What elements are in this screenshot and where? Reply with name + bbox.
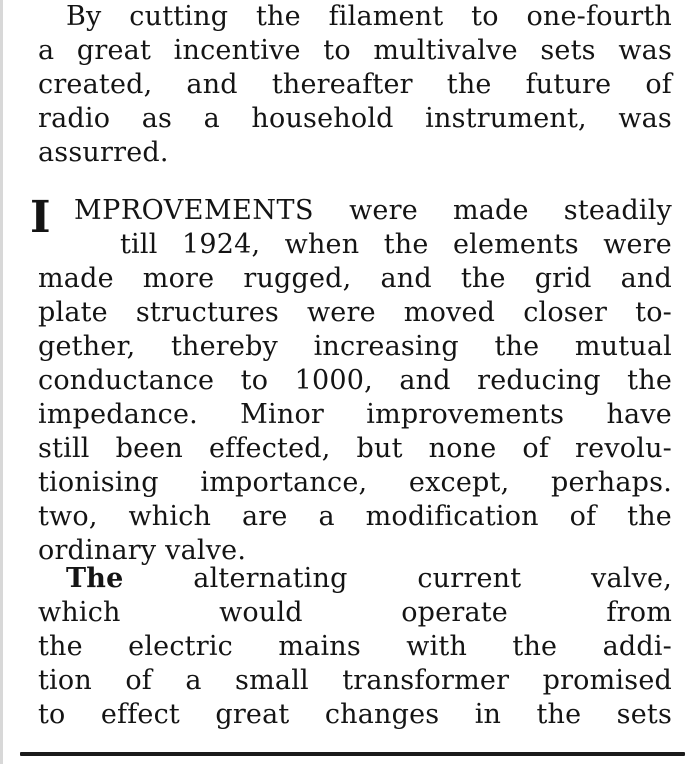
paragraph-2-line-6: conductance to 1000, and reducing the xyxy=(38,365,672,396)
paragraph-2-line-2: till 1924, when the elements were xyxy=(120,229,672,260)
paragraph-3-line-2: which would operate from xyxy=(38,597,672,628)
paragraph-2-line-4: plate structures were moved closer to- xyxy=(38,297,672,328)
paragraph-3-line-4: tion of a small transformer promised xyxy=(38,665,672,696)
paragraph-1-line-1: By cutting the filament to one-fourth xyxy=(66,1,672,32)
paragraph-2-line-8: still been effected, but none of revolu- xyxy=(38,433,672,464)
paragraph-2-line-11: ordinary valve. xyxy=(38,535,247,566)
paragraph-3-lead-word: The xyxy=(66,563,124,594)
page-edge xyxy=(0,0,3,764)
paragraph-1-line-5: assurred. xyxy=(38,137,169,168)
paragraph-2-line-7: impedance. Minor improvements have xyxy=(38,399,672,430)
paragraph-2-line-3: made more rugged, and the grid and xyxy=(38,263,672,294)
paragraph-3-line-1 xyxy=(66,562,672,596)
paragraph-1-line-2: a great incentive to multivalve sets was xyxy=(38,35,672,66)
paragraph-2-line-1-tail: were made steadily xyxy=(349,195,672,226)
paragraph-3-line-5: to effect great changes in the sets xyxy=(38,699,672,730)
column-rule xyxy=(20,752,685,756)
paragraph-3-line-3: the electric mains with the addi- xyxy=(38,631,672,662)
paragraph-1-line-3: created, and thereafter the future of xyxy=(38,69,672,100)
paragraph-2-line-9: tionising importance, except, perhaps. xyxy=(38,467,672,498)
paragraph-1-line-4: radio as a household instrument, was xyxy=(38,103,672,134)
paragraph-2-line-5: gether, thereby increasing the mutual xyxy=(38,331,672,362)
paragraph-2-line-1 xyxy=(74,194,672,228)
drop-cap: I xyxy=(30,192,51,243)
paragraph-2-line-10: two, which are a modification of the xyxy=(38,501,672,532)
paragraph-3-line-1-rest: alternating current valve, xyxy=(193,563,672,594)
paragraph-2-lead-word: MPROVEMENTS xyxy=(74,195,314,226)
